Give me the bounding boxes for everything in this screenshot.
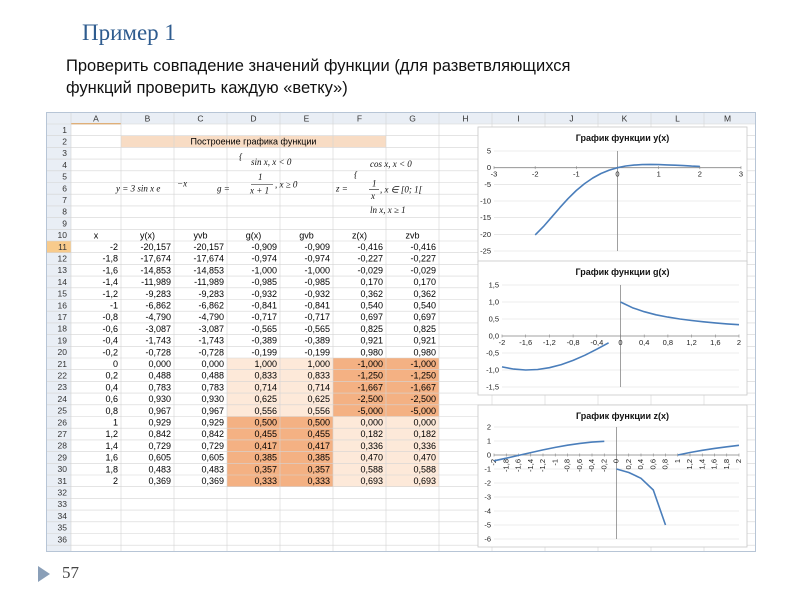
table-cell: 2 xyxy=(112,476,118,486)
row-number: 25 xyxy=(57,405,67,416)
y-tick-label: 1 xyxy=(486,436,491,446)
table-cell: 0,605 xyxy=(148,452,171,463)
table-cell: -2,500 xyxy=(357,394,383,405)
column-header: L xyxy=(675,113,680,124)
row-number: 14 xyxy=(57,276,67,287)
table-cell: -0,199 xyxy=(304,347,330,358)
row-number: 2 xyxy=(62,136,67,147)
table-cell: -0,565 xyxy=(304,323,330,334)
table-cell: 0,729 xyxy=(201,440,224,451)
column-header: A xyxy=(93,113,99,124)
table-cell: 0,170 xyxy=(360,277,383,288)
table-cell: 0,483 xyxy=(201,464,224,475)
table-cell: 0,980 xyxy=(360,347,383,358)
table-cell: 0,714 xyxy=(254,382,277,393)
row-number: 21 xyxy=(57,358,67,369)
table-cell: 0,362 xyxy=(360,288,383,299)
table-cell: -0,974 xyxy=(251,253,277,264)
table-cell: 0,605 xyxy=(201,452,224,463)
row-number: 18 xyxy=(57,323,67,334)
table-cell: 0,362 xyxy=(413,288,436,299)
table-header: z(x) xyxy=(352,230,367,241)
table-cell: 0,625 xyxy=(254,394,277,405)
column-header: B xyxy=(144,113,151,124)
table-cell: 0,483 xyxy=(148,464,171,475)
table-cell: -0,728 xyxy=(198,347,224,358)
row-number: 24 xyxy=(57,393,67,404)
table-cell: 0,488 xyxy=(201,370,224,381)
table-header: gvb xyxy=(299,230,314,241)
row-number: 11 xyxy=(58,241,67,252)
row-number: 20 xyxy=(57,347,67,358)
table-cell: 0,825 xyxy=(360,323,383,334)
formula-g-case1: sin x, x < 0 xyxy=(251,157,292,168)
formula-z-lhs: z = xyxy=(336,183,348,194)
task-line-1: Проверить совпадение значений функции (для разветвляющихся xyxy=(66,57,571,75)
row-number: 5 xyxy=(62,171,67,182)
chart-area xyxy=(478,127,747,263)
table-cell: 0,930 xyxy=(201,394,224,405)
x-tick-label: -1,6 xyxy=(519,338,533,347)
y-tick-label: -25 xyxy=(480,246,491,256)
table-cell: -4,790 xyxy=(145,312,171,323)
slide-nav-arrow-icon[interactable] xyxy=(38,566,50,582)
table-cell: -0,389 xyxy=(251,335,277,346)
row-number: 1 xyxy=(62,124,67,135)
chart-title: График функции y(x) xyxy=(575,133,670,143)
table-cell: 0,000 xyxy=(148,359,171,369)
row-number: 19 xyxy=(57,335,67,346)
formula-y-exponent: −x xyxy=(177,178,188,189)
row-number: 8 xyxy=(62,206,67,217)
table-cell: 0,000 xyxy=(413,417,436,428)
table-cell: 0,540 xyxy=(413,300,436,311)
table-cell: -17,674 xyxy=(140,253,171,264)
table-cell: -20,157 xyxy=(193,242,224,252)
table-cell: 0,170 xyxy=(413,277,436,288)
table-cell: 1,8 xyxy=(105,464,118,475)
table-cell: 1,6 xyxy=(105,452,118,463)
slide-title: Пример 1 xyxy=(82,20,176,45)
row-number: 35 xyxy=(57,522,67,533)
table-cell: 0,588 xyxy=(413,464,436,475)
formula-z-case3: ln x, x ≥ 1 xyxy=(370,204,406,215)
table-cell: 0,336 xyxy=(413,440,436,451)
table-cell: -0,717 xyxy=(304,312,330,323)
x-tick-label: -1,8 xyxy=(501,459,511,472)
row-number: 16 xyxy=(57,300,67,311)
table-cell: -1,4 xyxy=(102,277,118,288)
row-number: 34 xyxy=(57,510,67,521)
table-cell: 1,4 xyxy=(105,440,118,451)
table-cell: 0,921 xyxy=(360,335,383,346)
table-cell: -1,8 xyxy=(102,253,118,264)
table-cell: -0,717 xyxy=(251,312,277,323)
x-tick-label: 0,4 xyxy=(638,338,650,347)
x-tick-label: -2 xyxy=(531,169,539,179)
column-header: F xyxy=(356,113,363,124)
row-number: 17 xyxy=(57,312,67,322)
table-cell: -0,909 xyxy=(304,242,330,252)
table-cell: 0,833 xyxy=(254,370,277,381)
formula-z-case2-den: x xyxy=(371,191,375,202)
task-text xyxy=(66,55,766,99)
x-tick-label: 1,4 xyxy=(697,459,707,470)
table-header: y(x) xyxy=(140,230,155,241)
table-cell: -1 xyxy=(109,300,118,311)
table-cell: 0,455 xyxy=(307,429,330,440)
row-number: 3 xyxy=(62,148,67,159)
y-tick-label: -3 xyxy=(484,492,491,502)
row-number: 31 xyxy=(57,475,67,486)
y-tick-label: 2 xyxy=(486,422,491,432)
table-cell: 0,967 xyxy=(201,405,224,416)
table-cell: 0,488 xyxy=(148,370,171,381)
row-number: 30 xyxy=(57,464,67,475)
task-line-2: функций проверить каждую «ветку») xyxy=(66,79,348,97)
table-cell: -1,6 xyxy=(102,265,118,276)
formula-g-lhs: g = xyxy=(217,183,230,194)
x-tick-label: -3 xyxy=(490,169,498,179)
x-tick-label: -1,2 xyxy=(538,459,547,472)
table-cell: -0,227 xyxy=(357,253,383,264)
x-tick-label: -2 xyxy=(498,338,506,347)
table-cell: -1,743 xyxy=(198,335,224,346)
table-cell: -1,250 xyxy=(357,370,383,381)
y-tick-label: 0,5 xyxy=(488,314,499,324)
row-number: 29 xyxy=(57,452,67,463)
x-tick-label: 3 xyxy=(738,169,744,179)
table-header: zvb xyxy=(405,230,420,241)
row-number: 36 xyxy=(57,534,67,545)
x-tick-label: -1,4 xyxy=(525,459,535,472)
table-cell: 0,967 xyxy=(148,405,171,416)
table-cell: 0,000 xyxy=(360,417,383,428)
formula-y: y = 3 sin x e xyxy=(116,183,161,194)
table-cell: -0,389 xyxy=(304,335,330,346)
table-cell: 0,182 xyxy=(360,429,383,440)
table-cell: 0,729 xyxy=(148,440,171,451)
formula-g-case2-cond: , x ≥ 0 xyxy=(275,179,298,190)
y-tick-label: -15 xyxy=(480,213,491,223)
table-cell: -0,8 xyxy=(102,312,118,323)
table-cell: 0,417 xyxy=(254,440,277,451)
y-tick-label: -6 xyxy=(484,534,491,544)
table-cell: -0,841 xyxy=(304,300,330,311)
x-tick-label: 1,8 xyxy=(721,459,731,470)
x-tick-label: 0 xyxy=(611,459,621,464)
table-cell: 0,2 xyxy=(105,370,118,381)
y-tick-label: -1,5 xyxy=(486,382,499,392)
table-cell: 0,783 xyxy=(148,382,171,393)
chart-title: График функции z(x) xyxy=(576,411,669,421)
y-tick-label: 1,0 xyxy=(488,297,499,307)
x-tick-label: -0,4 xyxy=(590,338,604,347)
x-tick-label: -0,2 xyxy=(599,459,609,472)
formula-z-case2-num: 1 xyxy=(372,178,377,189)
table-cell: 0,693 xyxy=(413,476,436,486)
column-header: J xyxy=(569,113,574,124)
table-cell: 0,470 xyxy=(413,452,436,463)
x-tick-label: 0 xyxy=(615,169,620,179)
table-cell: -0,029 xyxy=(410,265,436,276)
table-cell: -0,416 xyxy=(357,242,383,252)
table-cell: 0,625 xyxy=(307,394,330,405)
formula-g-brace: { xyxy=(239,151,243,162)
table-cell: -0,909 xyxy=(251,242,277,252)
chart-title: График функции g(x) xyxy=(575,267,670,277)
table-cell: 0,929 xyxy=(148,417,171,428)
table-cell: 0,697 xyxy=(360,312,383,323)
x-tick-label: -0,6 xyxy=(574,459,584,472)
x-tick-label: 1 xyxy=(672,459,682,464)
table-cell: 0,825 xyxy=(413,323,436,334)
table-cell: -1,000 xyxy=(251,265,277,276)
table-cell: 0,921 xyxy=(413,335,436,346)
table-cell: -1,250 xyxy=(410,370,436,381)
column-header: K xyxy=(621,113,628,124)
table-cell: -0,227 xyxy=(410,253,436,264)
sheet-title: Построение графика функции xyxy=(190,136,317,147)
column-header: M xyxy=(723,113,732,124)
formula-z-brace: { xyxy=(354,169,358,180)
x-tick-label: 1,6 xyxy=(710,338,721,347)
table-cell: -0,985 xyxy=(251,277,277,288)
row-number: 28 xyxy=(57,440,67,451)
row-number: 7 xyxy=(62,195,67,205)
table-cell: 0,693 xyxy=(360,476,383,486)
table-cell: 0,470 xyxy=(360,452,383,463)
x-tick-label: 2 xyxy=(697,169,702,179)
table-cell: -11,989 xyxy=(194,277,224,288)
table-cell: -6,862 xyxy=(198,300,224,311)
x-tick-label: 0,8 xyxy=(662,338,674,347)
row-number: 6 xyxy=(62,183,67,194)
table-cell: -14,853 xyxy=(140,265,171,276)
table-cell: 0,385 xyxy=(307,452,330,463)
table-header: g(x) xyxy=(245,230,262,241)
column-header: I xyxy=(517,113,520,124)
row-number: 27 xyxy=(57,429,67,439)
table-header: x xyxy=(93,230,99,241)
table-cell: -5,000 xyxy=(357,405,383,416)
y-tick-label: -0,5 xyxy=(486,348,499,358)
table-cell: 1,000 xyxy=(307,359,330,369)
table-cell: -0,565 xyxy=(251,323,277,334)
table-cell: -20,157 xyxy=(140,242,171,252)
table-cell: -0,974 xyxy=(304,253,330,264)
x-tick-label: -0,8 xyxy=(566,338,580,347)
table-cell: 0,333 xyxy=(307,476,330,486)
column-header: D xyxy=(250,113,257,124)
x-tick-label: 0,4 xyxy=(636,459,645,470)
table-cell: 0,369 xyxy=(148,476,171,486)
table-cell: -0,932 xyxy=(251,288,277,299)
table-cell: 0,556 xyxy=(254,405,277,416)
table-cell: -0,841 xyxy=(251,300,277,311)
table-cell: -9,283 xyxy=(145,288,171,299)
x-tick-label: 0 xyxy=(618,338,623,347)
table-cell: 0,182 xyxy=(413,429,436,440)
row-number: 22 xyxy=(57,370,67,381)
table-cell: -17,674 xyxy=(193,253,224,264)
row-number: 4 xyxy=(62,159,67,170)
table-cell: 0,842 xyxy=(148,429,171,440)
table-cell: 0,000 xyxy=(201,359,224,369)
y-tick-label: -5 xyxy=(484,520,491,530)
table-cell: 0,357 xyxy=(307,464,330,475)
formula-g-case2-den: x + 1 xyxy=(250,185,270,196)
table-cell: 0,369 xyxy=(201,476,224,486)
y-tick-label: -1,0 xyxy=(486,365,499,375)
table-cell: -14,853 xyxy=(193,265,224,276)
row-number: 23 xyxy=(57,382,67,393)
x-tick-label: 0,2 xyxy=(623,459,633,470)
x-tick-label: 0,8 xyxy=(660,459,670,470)
table-cell: 0,783 xyxy=(201,382,224,393)
x-tick-label: 1,2 xyxy=(685,459,694,470)
table-cell: 0,385 xyxy=(254,452,277,463)
table-cell: 0,336 xyxy=(360,440,383,451)
table-cell: 0,8 xyxy=(105,405,118,416)
row-number: 13 xyxy=(57,265,67,276)
table-cell: 0,930 xyxy=(148,394,171,405)
table-cell: 0,500 xyxy=(254,417,277,428)
chart-area xyxy=(478,405,747,547)
table-cell: 0,6 xyxy=(105,394,118,405)
x-tick-label: 1 xyxy=(656,169,661,179)
row-number: 9 xyxy=(62,218,67,229)
x-tick-label: 1,6 xyxy=(709,459,719,470)
column-header: E xyxy=(303,113,310,124)
table-cell: -6,862 xyxy=(145,300,171,311)
formula-z-case1: cos x, x < 0 xyxy=(370,159,412,170)
table-cell: 0,980 xyxy=(413,347,436,358)
table-cell: -5,000 xyxy=(410,405,436,416)
x-tick-label: 2 xyxy=(736,338,742,347)
table-cell: -0,029 xyxy=(357,265,383,276)
x-tick-label: 2 xyxy=(734,459,743,464)
chart-area xyxy=(478,261,747,395)
x-tick-label: -1,6 xyxy=(513,459,523,472)
table-cell: -0,199 xyxy=(251,347,277,358)
column-header-bar xyxy=(47,113,756,124)
table-cell: 0,500 xyxy=(307,417,330,428)
table-cell: -0,985 xyxy=(304,277,330,288)
table-cell: -1,000 xyxy=(410,359,436,369)
table-cell: 0,333 xyxy=(254,476,277,486)
table-cell: -0,4 xyxy=(102,335,118,346)
table-cell: -9,283 xyxy=(198,288,224,299)
table-cell: 1 xyxy=(112,417,118,428)
table-header: yvb xyxy=(193,230,208,241)
table-cell: -0,6 xyxy=(102,323,118,334)
table-cell: -1,667 xyxy=(357,382,383,393)
table-cell: 0,588 xyxy=(360,464,383,475)
column-header: C xyxy=(197,113,204,124)
table-cell: -0,728 xyxy=(145,347,171,358)
table-cell: -1,000 xyxy=(304,265,330,276)
table-cell: 0,4 xyxy=(105,382,118,393)
table-cell: -3,087 xyxy=(198,323,224,334)
x-tick-label: -2 xyxy=(489,459,498,466)
table-cell: 0,455 xyxy=(254,429,277,440)
formula-g-case2-num: 1 xyxy=(258,171,263,182)
table-cell: -0,416 xyxy=(410,242,436,252)
table-cell: 0,417 xyxy=(307,440,330,451)
table-cell: 0,540 xyxy=(360,300,383,311)
x-tick-label: -0,4 xyxy=(587,459,596,472)
y-tick-label: -5 xyxy=(484,179,491,189)
x-tick-label: -1 xyxy=(550,459,560,466)
row-number: 15 xyxy=(57,288,67,299)
slide-number: 57 xyxy=(62,563,79,582)
y-tick-label: -2 xyxy=(484,478,491,488)
spreadsheet-canvas xyxy=(47,113,756,552)
table-cell: -2,500 xyxy=(410,394,436,405)
table-cell: 0,842 xyxy=(201,429,224,440)
table-cell: 0,929 xyxy=(201,417,224,428)
table-cell: -11,989 xyxy=(141,277,171,288)
row-number: 32 xyxy=(57,487,67,498)
row-number: 12 xyxy=(57,253,67,264)
x-tick-label: 1,2 xyxy=(686,338,697,347)
y-tick-label: -1 xyxy=(484,464,491,474)
y-tick-label: -4 xyxy=(484,506,491,516)
table-cell: 1,000 xyxy=(254,359,277,369)
spreadsheet-screenshot xyxy=(46,112,756,552)
row-number: 10 xyxy=(57,230,67,241)
y-tick-label: 0 xyxy=(486,450,491,460)
column-header: H xyxy=(462,113,469,124)
row-number: 33 xyxy=(57,499,67,510)
table-cell: 0,833 xyxy=(307,370,330,381)
table-cell: 1,2 xyxy=(105,429,118,440)
x-tick-label: -1 xyxy=(572,169,580,179)
table-cell: 0 xyxy=(112,359,118,369)
y-tick-label: 5 xyxy=(486,146,491,156)
table-cell: -1,000 xyxy=(357,359,383,369)
y-tick-label: 0 xyxy=(486,163,491,173)
row-number: 26 xyxy=(57,417,67,428)
table-cell: -0,2 xyxy=(102,347,118,358)
table-cell: -0,932 xyxy=(304,288,330,299)
table-cell: -3,087 xyxy=(145,323,171,334)
x-tick-label: 0,6 xyxy=(648,459,658,470)
table-cell: 0,556 xyxy=(307,405,330,416)
table-cell: -1,2 xyxy=(102,288,118,299)
table-cell: 0,357 xyxy=(254,464,277,475)
table-cell: -4,790 xyxy=(198,312,224,323)
table-cell: 0,714 xyxy=(307,382,330,393)
table-cell: -1,667 xyxy=(410,382,436,393)
column-header: G xyxy=(409,113,416,124)
y-tick-label: -20 xyxy=(480,229,491,239)
formula-z-case2-cond: , x ∈ [0; 1[ xyxy=(380,184,423,195)
table-cell: 0,697 xyxy=(413,312,436,323)
table-cell: -2 xyxy=(109,242,118,252)
y-tick-label: -10 xyxy=(480,196,491,206)
table-cell: -1,743 xyxy=(145,335,171,346)
x-tick-label: -1,2 xyxy=(542,338,556,347)
y-tick-label: 0,0 xyxy=(488,331,499,341)
x-tick-label: -0,8 xyxy=(562,459,572,472)
y-tick-label: 1,5 xyxy=(488,280,499,290)
